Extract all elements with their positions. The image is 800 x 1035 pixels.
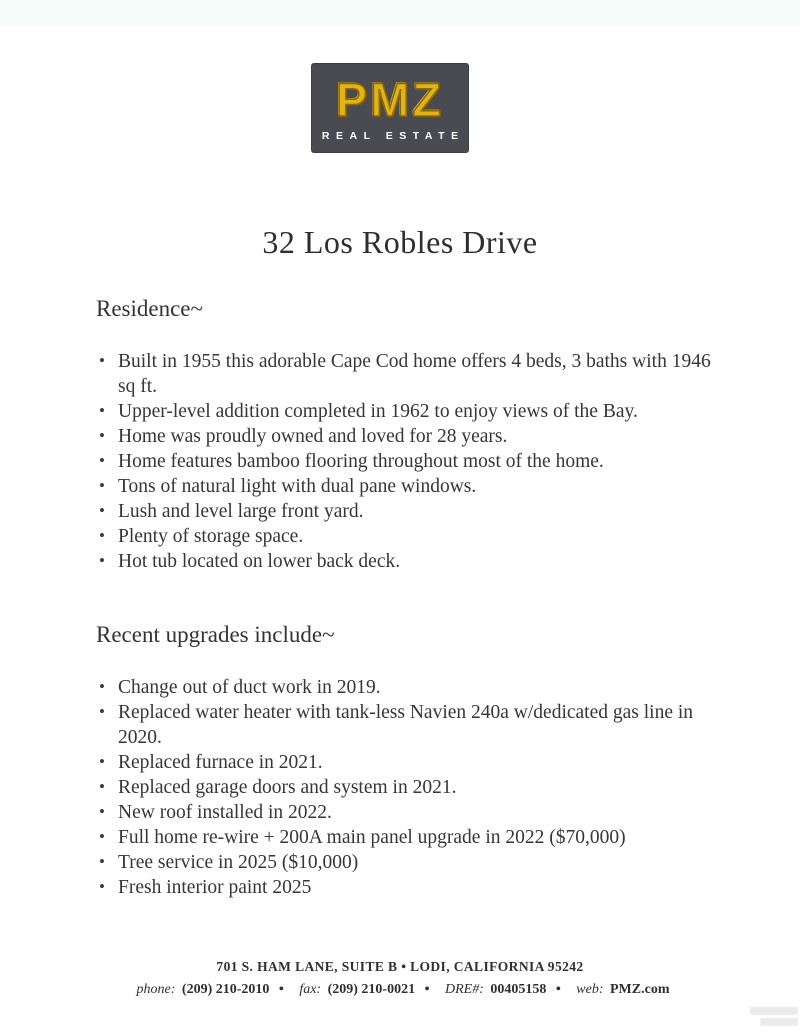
- bullet-item: • Replaced water heater with tank-less Navien 240a w/dedicated gas line in 2020.: [96, 700, 718, 750]
- bullet-item: • Lush and level large front yard.: [96, 499, 718, 524]
- scan-edge-tint: [0, 0, 800, 26]
- residence-bullet-list: [96, 349, 718, 574]
- footer-contact-part: phone:: [136, 982, 176, 997]
- bullet-item: • Fresh interior paint 2025: [96, 875, 718, 900]
- pmz-logo: [312, 64, 468, 152]
- bullet-item: • Replaced furnace in 2021.: [96, 750, 718, 775]
- bullet-item: • Built in 1955 this adorable Cape Cod home offers 4 beds, 3 baths with 1946 sq ft.: [96, 349, 718, 399]
- footer-contact-part: web:: [576, 982, 604, 997]
- bullet-item: • Plenty of storage space.: [96, 524, 718, 549]
- footer-contact-part: •: [278, 982, 284, 997]
- footer-contact-part: DRE#:: [444, 982, 484, 997]
- bullet-item: • Replaced garage doors and system in 2021.: [96, 775, 718, 800]
- footer-contact-part: (209) 210-2010: [181, 982, 270, 997]
- section-heading-residence: Residence~: [96, 296, 203, 321]
- bullet-item: • Upper-level addition completed in 1962 to enjoy views of the Bay.: [96, 399, 718, 424]
- bullet-item: • Hot tub located on lower back deck.: [96, 549, 718, 574]
- pmz-logo-brand-text: PMZ: [335, 72, 445, 126]
- bullet-item: • Full home re-wire + 200A main panel upgrade in 2022 ($70,000): [96, 825, 718, 850]
- section-heading-upgrades: Recent upgrades include~: [96, 622, 335, 647]
- upgrades-bullet-list: [96, 675, 718, 900]
- bullet-item: • Change out of duct work in 2019.: [96, 675, 718, 700]
- footer-address: 701 S. HAM LANE, SUITE B • LODI, CALIFORNIA 95242: [216, 959, 584, 974]
- footer-contact-part: (209) 210-0021: [327, 982, 416, 997]
- bullet-item: • Home features bamboo flooring throughout most of the home.: [96, 449, 718, 474]
- scanner-watermark-icon: [740, 1003, 798, 1029]
- footer-contact-part: •: [555, 982, 561, 997]
- footer-contact-part: •: [424, 982, 430, 997]
- bullet-item: • Tons of natural light with dual pane windows.: [96, 474, 718, 499]
- bullet-item: • New roof installed in 2022.: [96, 800, 718, 825]
- page-title: 32 Los Robles Drive: [262, 224, 538, 260]
- footer-contact-part: PMZ.com: [610, 982, 670, 997]
- pmz-logo-tagline: REAL ESTATE: [321, 129, 465, 142]
- bullet-item: • Tree service in 2025 ($10,000): [96, 850, 718, 875]
- bullet-item: • Home was proudly owned and loved for 28 years.: [96, 424, 718, 449]
- footer-contact-line: [0, 982, 800, 998]
- footer-contact-part: 00405158: [490, 982, 547, 997]
- footer-contact-part: fax:: [299, 982, 322, 997]
